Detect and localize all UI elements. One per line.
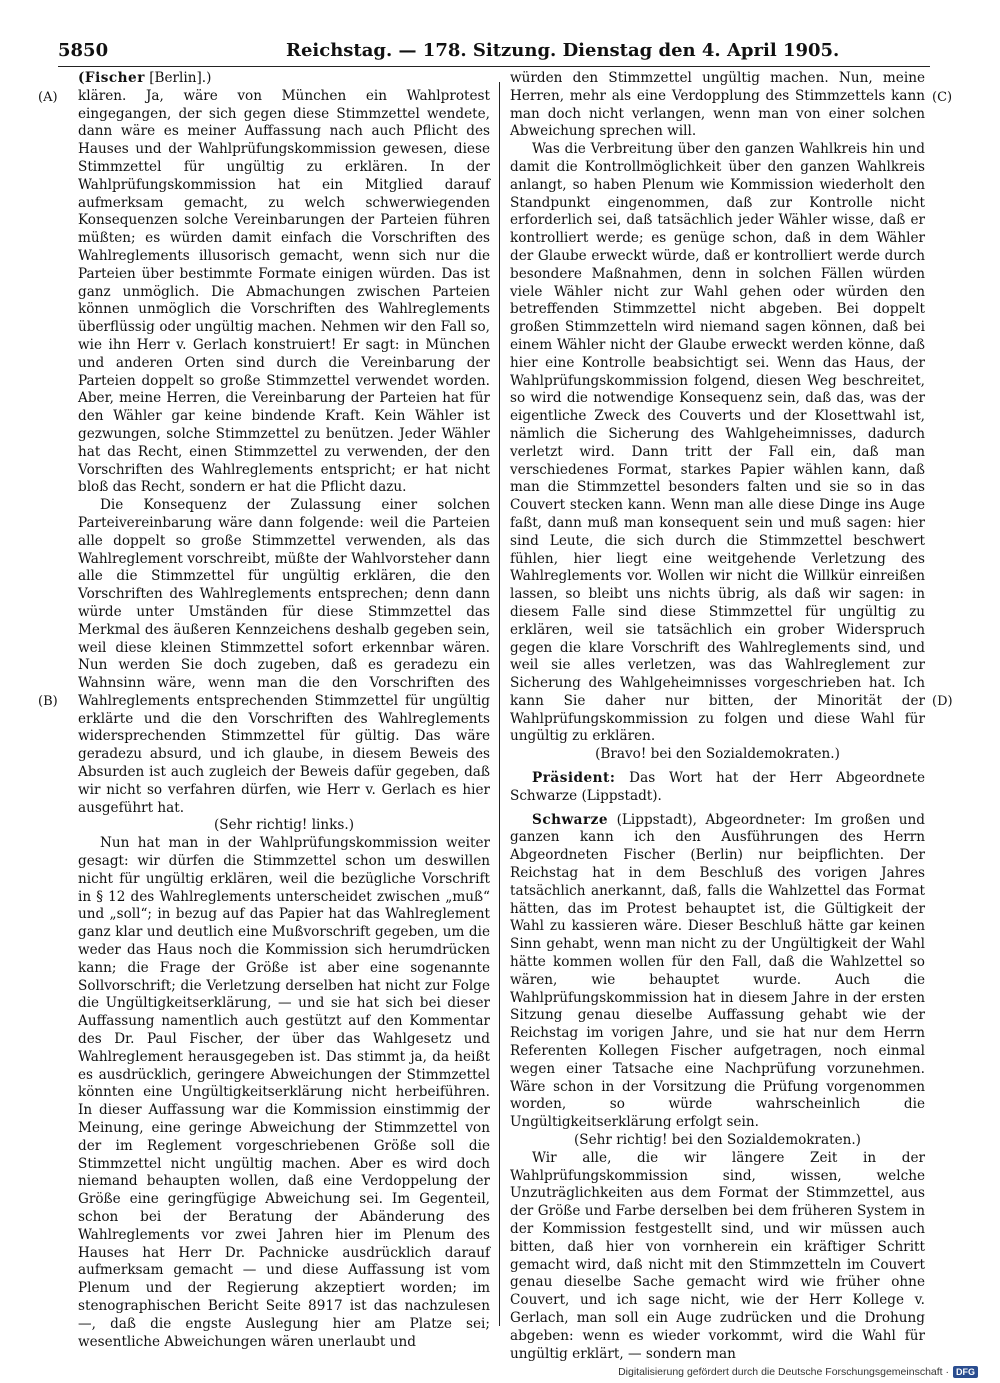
- speaker-suffix: [Berlin].): [144, 70, 212, 86]
- president-statement: [510, 770, 925, 806]
- left-column: [78, 70, 490, 1351]
- speech-opening: [510, 812, 925, 1132]
- page-number: 5850: [58, 40, 109, 61]
- header-rule: [58, 66, 930, 67]
- margin-marker-c: (C): [932, 90, 953, 105]
- funding-footer: [618, 1366, 978, 1378]
- speaker-name: Schwarze: [532, 811, 609, 828]
- speaker-name: (Fischer: [78, 70, 145, 86]
- margin-marker-a: (A): [38, 90, 58, 105]
- speech-text: (Lippstadt), Abgeordneter: Im großen und ganzen kann ich den Ausführungen des Herrn Abgeordneten Fischer (Berlin) nur beipflichten. Der Reichstag hat in dem Beschluß des vorigen Jahres tatsächlich anerkannt, daß, falls die Wahlzettel das Format hätten, das im Protest behauptet ist, die Gültigkeit der Wahl zu kassieren wäre. Dieser Beschluß hätte gar keinen Sinn gehabt, wenn man nicht zu der Ungültigkeit der Wahl hätte kommen wollen für den Fall, daß die Wahlzettel so wären, wie behauptet wurde. Auch die Wahlprüfungskommission hat in diesem Jahre in der ersten Sitzung genau dieselbe Auffassung gehabt wie der Reichstag im vorigen Jahre, und sie hat nur dem Herrn Referenten Kollegen Fischer aufgetragen, noch einmal wegen einer Tatsache eine Nachprüfung vorzunehmen. Wäre schon in der Vorsitzung die Prüfung vorgenommen worden, so würde wahrscheinlich die Ungültigkeitserklärung erfolgt sein.: [510, 811, 925, 1131]
- paragraph: Nun hat man in der Wahlprüfungskommission weiter gesagt: wir dürfen die Stimmzettel schon um deswillen nicht für ungültig erklären, weil die bezügliche Vorschrift in § 12 des Wahlreglements unterscheidet zwischen „muß“ und „soll“; in bezug auf das Papier hat das Wahlreglement ganz klar und deutlich eine Mußvorschrift gegeben, um die weder das Haus noch die Kommission sich herumdrücken kann; die Frage der Größe ist aber eine sogenannte Sollvorschrift; die Verletzung derselben hat nicht zur Folge die Ungültigkeitserklärung, — und sie hat sich bei dieser Auffassung namentlich auch gestützt auf den Kommentar des Dr. Paul Fischer, der über das Wahlgesetz und Wahlreglement herausgegeben ist. Das stimmt ja, da heißt es ausdrücklich, geringere Abweichungen der Stimmzettel könnten eine Ungültigkeitserklärung nicht herbeiführen. In dieser Auffassung war die Kommission einstimmig der Meinung, eine geringe Abweichung der Stimmzettel von der im Reglement vorgeschriebenen Größe soll die Stimmzettel nicht ungültig machen. Aber es wird doch niemand behaupten wollen, daß eine Verdoppelung der Größe eine geringfügige Abweichung sei. Im Gegenteil, schon bei der Beratung der Abänderung des Wahlreglements vor zwei Jahren hier im Plenum des Hauses hat Herr Dr. Pachnicke ausdrücklich darauf aufmerksam gemacht — und diese Auffassung ist vom Plenum und der Regierung akzeptiert worden; im stenographischen Bericht Seite 8917 ist das nachzulesen —, daß die engste Auslegung hier am Platze sei; wesentliche Abweichungen wären unerlaubt und: [78, 835, 490, 1350]
- interjection: (Bravo! bei den Sozialdemokraten.): [595, 746, 840, 763]
- right-column: [510, 70, 925, 1363]
- interjection: (Sehr richtig! links.): [213, 817, 355, 834]
- president-label: Präsident:: [532, 770, 616, 787]
- running-title: Reichstag. — 178. Sitzung. Dienstag den 4. April 1905.: [286, 40, 840, 61]
- paragraph: Wir alle, die wir längere Zeit in der Wahlprüfungskommission sind, wissen, welche Unzuträglichkeiten aus dem Format der Stimmzettel, aus der Größe und Farbe derselben bei dem früheren System in der Kommission festgestellt sind, und wir müssen auch bitten, daß hier von vornherein ein kräftiger Schritt gemacht wird, daß nicht mit den Stimmzetteln im Couvert genau dieselbe Sache gemacht wird wie früher ohne Couvert, und ich sage nicht, wie der Herr Kollege v. Gerlach, man soll ein Auge zudrücken und die Drohung abgeben: wenn es wieder vorkommt, wird die Wahl für ungültig erklärt, — sondern man: [510, 1149, 925, 1362]
- column-divider: [499, 82, 500, 1326]
- interjection: (Sehr richtig! bei den Sozialdemokraten.): [574, 1132, 861, 1149]
- president-text: Das Wort hat der Herr Abgeordnete Schwarze (Lippstadt).: [510, 770, 925, 804]
- footer-text: Digitalisierung gefördert durch die Deutsche Forschungsgemeinschaft ·: [618, 1366, 949, 1378]
- margin-marker-d: (D): [932, 694, 953, 709]
- paragraph: würden den Stimmzettel ungültig machen. Nun, meine Herren, mehr als eine Verdopplung des Stimmzettels kann man doch nicht verlangen, wenn man von einer solchen Abweichung sprechen will.: [510, 70, 925, 140]
- paragraph: Die Konsequenz der Zulassung einer solchen Parteivereinbarung wäre dann folgende: weil die Parteien alle doppelt so große Stimmzettel verwenden, als das Wahlreglement vorschreibt, müßte der Wahlvorsteher dann alle die Stimmzettel für ungültig erklären, die den Vorschriften des Wahlreglements entsprechen; denn dann würde unter Umständen für diese Stimmzettel das Merkmal des äußeren Kennzeichens deshalb gegeben sein, weil diese kleinen Stimmzettel sofort erkennbar wären. Nun werden Sie doch zugeben, daß es geradezu ein Wahnsinn wäre, wenn man die den Vorschriften des Wahlreglements entsprechenden Stimmzettel für ungültig erklärte und die den Vorschriften des Wahlreglements widersprechenden Stimmzettel für gültig. Das wäre geradezu absurd, und ich glaube, in diesem Beweis des Absurden ist auch zugleich der Beweis dafür gegeben, daß wir nicht so verfahren dürfen, wie Herr v. Gerlach es hier ausgeführt hat.: [78, 497, 490, 816]
- paragraph: klären. Ja, wäre von München ein Wahlprotest eingegangen, der sich gegen diese Stimmzettel wendete, dann wäre es meiner Auffassung nach auch Pflicht des Hauses und der Wahlprüfungskommission gewesen, diese Stimmzettel für ungültig zu erklären. In der Wahlprüfungskommission hat ein Mitglied darauf aufmerksam gemacht, zu welch schwerwiegenden Konsequenzen solche Vereinbarungen der Parteien führen müßten; es würden damit einfach die Vorschriften des Wahlreglements illusorisch gemacht, wenn sich nur die Parteien über bestimmte Formate einigen würden. Das ist ganz unmöglich. Die Abmachungen zwischen Parteien können unmöglich die Vorschriften des Wahlreglements überflüssig oder ungültig machen. Nehmen wir den Fall so, wie ihn Herr v. Gerlach konstruiert! Er sagt: in München und anderen Orten sind durch die Vereinbarung der Parteien doppelt so große Stimmzettel verwendet worden. Aber, meine Herren, die Vereinbarung der Parteien hat für den Wähler gar keine bindende Kraft. Kein Wähler ist gezwungen, solche Stimmzettel zu benützen. Jeder Wähler hat das Recht, einen Stimmzettel zu verwenden, der den Vorschriften des Wahlreglements entspricht; er hat nicht bloß das Recht, sondern er hat die Pflicht dazu.: [78, 87, 490, 496]
- dfg-logo: DFG: [953, 1366, 978, 1378]
- paragraph: Was die Verbreitung über den ganzen Wahlkreis hin und damit die Kontrollmöglichkeit über den ganzen Wahlkreis anlangt, so haben Plenum wie Kommission wiederholt den Standpunkt eingenommen, daß zur Kontrolle nicht erforderlich sei, daß tatsächlich jeder Wähler wisse, daß er kontrolliert werde; es genüge schon, daß in dem Wähler der Glaube erweckt würde, daß er kontrolliert werde durch besondere Maßnahmen, denn in solchen Fällen würden viele Wähler nicht zur Wahl gehen oder würden den betreffenden Stimmzettel nicht abgeben. Bei doppelt großen Stimmzetteln wird niemand sagen können, daß bei einem Wähler nicht der Glaube erweckt werden könne, daß hier eine Kontrolle beabsichtigt sei. Wenn das Haus, der Wahlprüfungskommission folgend, diesen Weg beschreitet, so wird die notwendige Konsequenz sein, daß das, was der eigentliche Zweck des Couverts und der Klosettwahl ist, nämlich die Sicherung des Wahlgeheimnisses, dadurch verletzt wird. Dann tritt der Fall ein, daß man verschiedenes Format, starkes Papier wählen kann, daß man die Stimmzettel besonders falten und sie so in das Couvert stecken kann. Wenn man alle diese Dinge ins Auge faßt, dann muß man konsequent sein und muß sagen: hier sind Leute, die sich durch die Stimmzettel beschwert fühlen, hier liegt eine weitgehende Verletzung des Wahlreglements vor. Wollen wir nicht die Willkür einreißen lassen, so bleibt uns nichts übrig, als daß wir sagen: in diesem Falle sind diese Stimmzettel für ungültig zu erklären, weil sie tatsächlich ein grober Widerspruch gegen die klare Vorschrift des Wahlreglements sind, und weil sie alles verletzen, was das Wahlreglement zur Sicherung des Wahlgeheimnisses vorgeschrieben hat. Ich kann Sie daher nur bitten, der Minorität der Wahlprüfungskommission zu folgen und diese Wahl für ungültig zu erklären.: [510, 141, 925, 745]
- margin-marker-b: (B): [38, 694, 58, 709]
- speaker-continuation: [78, 70, 490, 88]
